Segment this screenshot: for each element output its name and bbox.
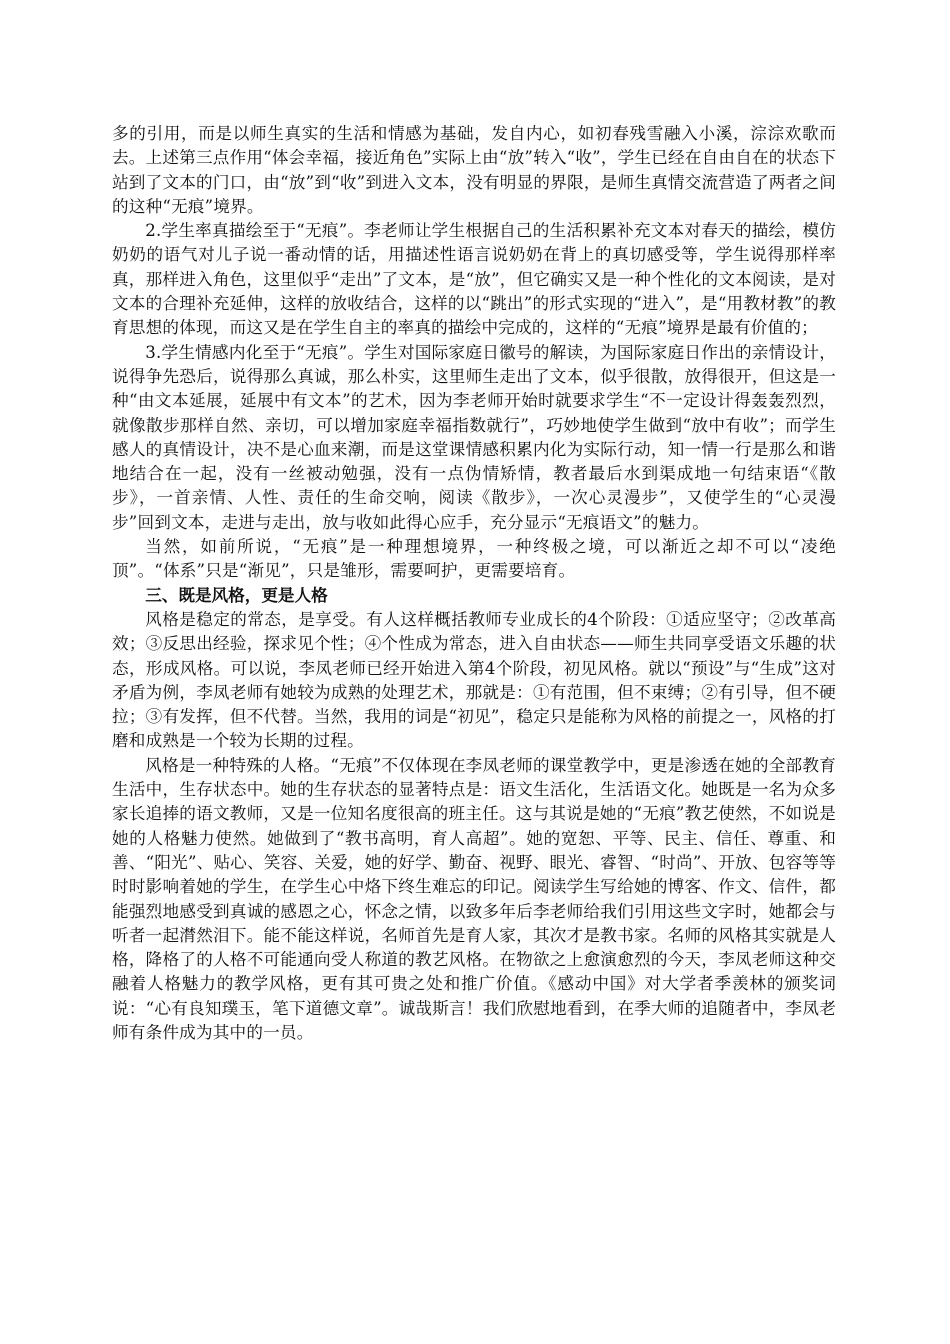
paragraph-conclusion: 当然，如前所说，“无痕”是一种理想境界，一种终极之境，可以渐近之却不可以“凌绝顶”。“体系”只是“渐见”，只是雏形，需要呵护，更需要培育。 (112, 537, 836, 581)
section-heading: 三、既是风格，更是人格 (145, 585, 328, 605)
paragraph-style-personality: 风格是一种特殊的人格。“无痕”不仅体现在李凤老师的课堂教学中，更是渗透在她的全部教育生活中，生存状态中。她的生存状态的显著特点是：语文生活化，生活语文化。她既是一名为众多家长追捧的语文教师，又是一位知名度很高的班主任。这与其说是她的“无痕”教艺使然，不如说是她的人格魅力使然。她做到了“教书高明，育人高超”。她的宽恕、平等、民主、信任、尊重、和善、“阳光”、贴心、笑容、关爱，她的好学、勤奋、视野、眼光、睿智、“时尚”、开放、包容等等时时影响着她的学生，在学生心中烙下终生难忘的印记。阅读学生写给她的博客、作文、信件，都能强烈地感受到真诚的感恩之心，怀念之情，以致多年后李老师给我们引用这些文字时，她都会与听者一起潸然泪下。能不能这样说，名师首先是育人家，其次才是教书家。名师的风格其实就是人格，降格了的人格不可能通向受人称道的教艺风格。在物欲之上愈演愈烈的今天，李凤老师这种交融着人格魅力的教学风格，更有其可贵之处和推广价值。《感动中国》对大学者季羡林的颁奖词说：“心有良知璞玉，笔下道德文章”。诚哉斯言！我们欣慰地看到，在季大师的追随者中，李凤老师有条件成为其中的一员。 (112, 755, 836, 1042)
paragraph-point-2: 2.学生率真描绘至于“无痕”。李老师让学生根据自己的生活积累补充文本对春天的描绘，模仿奶奶的语气对儿子说一番动情的话，用描述性语言说奶奶在背上的真切感受等，学生说得那样率真，那样进入角色，这里似乎“走出”了文本，是“放”，但它确实又是一种个性化的文本阅读，是对文本的合理补充延伸，这样的放收结合，这样的以“跳出”的形式实现的“进入”，是“用教材教”的教育思想的体现，而这又是在学生自主的率真的描绘中完成的，这样的“无痕”境界是最有价值的； (112, 221, 836, 338)
paragraph-point-3: 3.学生情感内化至于“无痕”。学生对国际家庭日徽号的解读，为国际家庭日作出的亲情设计，说得争先恐后，说得那么真诚，那么朴实，这里师生走出了文本，似乎很散，放得很开，但这是一种“由文本延展，延展中有文本”的艺术，因为李老师开始时就要求学生“不一定设计得轰轰烈烈，就像散步那样自然、亲切，可以增加家庭幸福指数就行”，巧妙地使学生做到“放中有收”；而学生感人的真情设计，决不是心血来潮，而是这堂课情感积累内化为实际行动，知一情一行是那么和谐地结合在一起，没有一丝被动勉强，没有一点伪情矫情，教者最后水到渠成地一句结束语“《散步》，一首亲情、人性、责任的生命交响，阅读《散步》，一次心灵漫步”，又使学生的“心灵漫步”回到文本，走进与走出，放与收如此得心应手，充分显示“无痕语文”的魅力。 (112, 342, 836, 532)
document-body (112, 122, 836, 1045)
paragraph-style-stable: 风格是稳定的常态，是享受。有人这样概括教师专业成长的4个阶段：①适应坚守；②改革高效；③反思出经验，探求见个性；④个性成为常态，进入自由状态——师生共同享受语文乐趣的状态，形成风格。可以说，李凤老师已经开始进入第4个阶段，初见风格。就以“预设”与“生成”这对矛盾为例，李凤老师有她较为成熟的处理艺术，那就是：①有范围，但不束缚；②有引导，但不硬拉；③有发挥，但不代替。当然，我用的词是“初见”，稳定只是能称为风格的前提之一，风格的打磨和成熟是一个较为长期的过程。 (112, 609, 836, 751)
paragraph-continuation: 多的引用，而是以师生真实的生活和情感为基础，发自内心，如初春残雪融入小溪，淙淙欢歌而去。上述第三点作用“体会幸福，接近角色”实际上由“放”转入“收”，学生已经在自由自在的状态下站到了文本的门口，由“放”到“收”到进入文本，没有明显的界限，是师生真情交流营造了两者之间的这种“无痕”境界。 (112, 124, 836, 216)
